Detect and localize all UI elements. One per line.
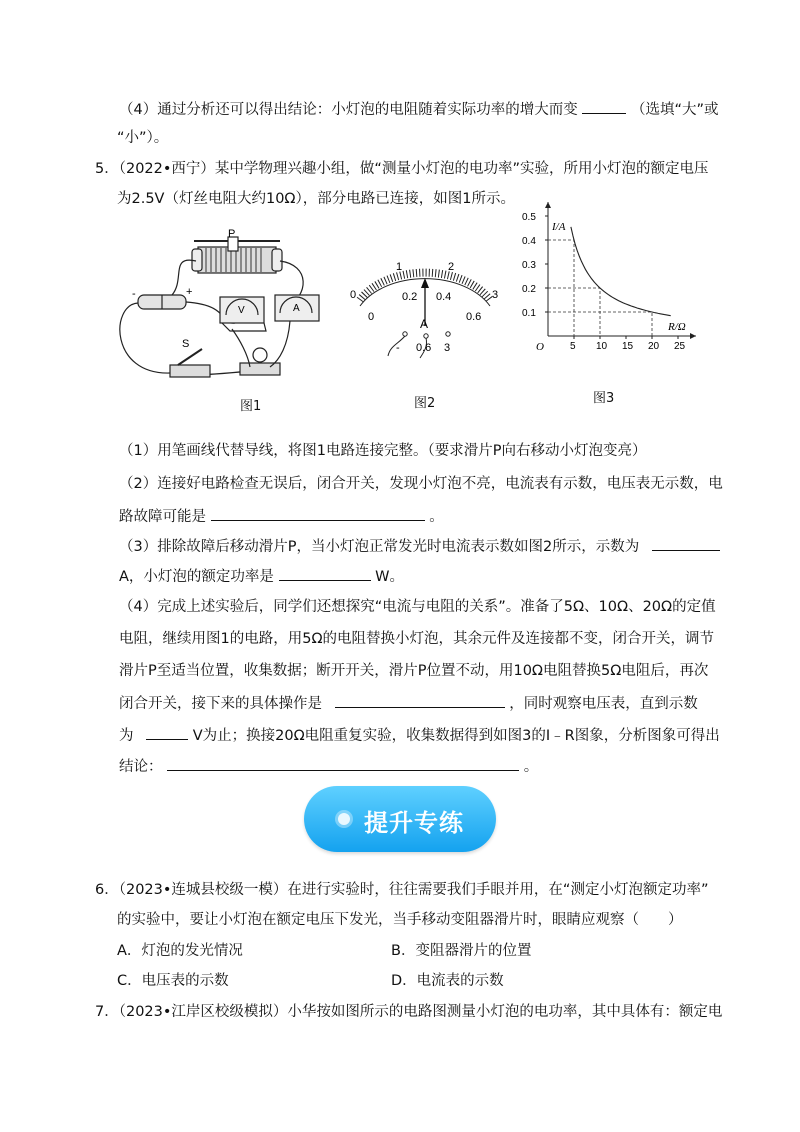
fig2-top-2: 2 [448, 261, 455, 273]
q5-line1: 5．（2022•西宁）某中学物理兴趣小组，做“测量小灯泡的电功率”实验，所用小灯泡的额定电压 [95, 161, 709, 177]
fig2-bottom-04: 0.4 [436, 291, 452, 303]
fig3-curve [571, 227, 671, 316]
fig1-minus-label: - [132, 288, 136, 300]
q5-p4-text-e: 结论： [119, 759, 163, 775]
q4-line1 [119, 99, 718, 120]
q5-p4-line1: （4）完成上述实验后，同学们还想探究“电流与电阻的关系”。准备了5Ω、10Ω、20Ω的定值 [119, 599, 716, 615]
q7-line1: 7．（2023•江岸区校级模拟）小华按如图所示的电路图测量小灯泡的电功率，其中具体有：额定电 [95, 1004, 723, 1020]
q5-p4-line5 [119, 725, 720, 746]
fig3-x-arrow [690, 333, 696, 339]
fig2-bottom-02: 0.2 [402, 291, 418, 303]
q5-p4-blank-voltage[interactable] [146, 725, 188, 740]
q5-p4-line6 [119, 756, 538, 777]
q5-p4-line4 [119, 693, 698, 714]
q5-p2-text-a: 路故障可能是 [119, 509, 206, 525]
q5-p4-blank-operation[interactable] [335, 693, 505, 708]
q5-p4-blank-conclusion[interactable] [167, 756, 519, 771]
fig2-terminal-minus: - [396, 342, 400, 354]
q5-p3-line2 [119, 566, 404, 587]
figure-3-ir-graph [520, 212, 695, 368]
fig3-origin: O [536, 341, 544, 353]
section-badge [304, 786, 496, 852]
q6-option-c[interactable]: C．电压表的示数 [117, 973, 229, 989]
q4-blank[interactable] [582, 99, 626, 114]
q6-line2: 的实验中，要让小灯泡在额定电压下发光，当手移动变阻器滑片时，眼睛应观察（ ） [117, 912, 683, 928]
fig2-top-1: 1 [396, 261, 403, 273]
q5-p4-text-c: 为 [119, 728, 134, 744]
fig2-terminal-3: 3 [444, 342, 451, 354]
fig3-ytick-label: 0.5 [522, 212, 536, 223]
fig3-y-arrow [545, 202, 551, 208]
fig3-ylabel: I/A [552, 221, 566, 233]
fig1-ammeter-label: A [293, 303, 300, 314]
q5-p2-blank[interactable] [211, 506, 425, 521]
fig2-bottom-06: 0.6 [466, 311, 482, 323]
q5-line2: 为2.5V（灯丝电阻大约10Ω），部分电路已连接，如图1所示。 [117, 191, 515, 207]
fig3-ytick-label: 0.4 [522, 236, 536, 247]
fig2-unit: A [420, 317, 429, 331]
fig3-xtick-label: 15 [622, 341, 634, 352]
figure-2-caption: 图2 [414, 396, 436, 411]
q5-p2-line1: （2）连接好电路检查无误后，闭合开关，发现小灯泡不亮，电流表有示数，电压表无示数，电 [119, 476, 723, 492]
badge-label: 提升专练 [364, 809, 464, 837]
q6-option-a[interactable]: A．灯泡的发光情况 [117, 943, 243, 959]
q6-option-b[interactable]: B．变阻器滑片的位置 [391, 943, 532, 959]
q5-p3-blank-power[interactable] [279, 566, 371, 581]
q5-p4-text-d: V为止；换接20Ω电阻重复实验，收集数据得到如图3的I﹣R图象，分析图象可得出 [192, 728, 720, 744]
fig3-xtick-label: 25 [674, 341, 686, 352]
fig3-ytick-label: 0.2 [522, 284, 536, 295]
q5-p1: （1）用笔画线代替导线，将图1电路连接完整。（要求滑片P向右移动小灯泡变亮） [119, 443, 647, 459]
q5-p4-text-b: ，同时观察电压表，直到示数 [509, 696, 698, 712]
q5-p3-text-c: W。 [375, 569, 404, 585]
q4-text-b: （选填“大”或 [630, 102, 719, 118]
fig3-xtick-label: 5 [570, 341, 576, 352]
q5-p3-line1 [119, 536, 720, 557]
fig1-s-label: S [182, 338, 190, 350]
fig3-xlabel: R/Ω [668, 321, 686, 333]
figure-1-circuit [110, 225, 315, 385]
q5-p4-text-a: 闭合开关，接下来的具体操作是 [119, 696, 322, 712]
fig3-ytick-label: 0.3 [522, 260, 536, 271]
fig2-bottom-0: 0 [368, 311, 375, 323]
fig3-xtick-label: 10 [596, 341, 608, 352]
q5-p3-text-b: A，小灯泡的额定功率是 [119, 569, 274, 585]
fig2-top-3: 3 [492, 289, 499, 301]
q5-p4-line2: 电阻，继续用图1的电路，用5Ω的电阻替换小灯泡，其余元件及连接都不变，闭合开关，调节 [119, 631, 715, 647]
badge-dot-icon [338, 813, 350, 825]
figure-3-caption: 图3 [593, 391, 615, 406]
fig1-plus-label: + [186, 286, 193, 298]
q5-p3-text-a: （3）排除故障后移动滑片P，当小灯泡正常发光时电流表示数如图2所示，示数为 [119, 539, 640, 555]
figure-2-ammeter [340, 248, 510, 368]
q6-line1: 6．（2023•连城县校级一模）在进行实验时，往往需要我们手眼并用，在“测定小灯泡额定功率” [95, 882, 709, 898]
fig2-terminal-06: 0.6 [416, 342, 432, 354]
fig1-voltmeter-label: V [238, 305, 245, 316]
q5-p4-line3: 滑片P至适当位置，收集数据；断开开关，滑片P位置不动，用10Ω电阻替换5Ω电阻后，再次 [119, 663, 709, 679]
fig3-xtick-label: 20 [648, 341, 660, 352]
q4-text-a: （4）通过分析还可以得出结论：小灯泡的电阻随着实际功率的增大而变 [119, 102, 578, 118]
q6-option-d[interactable]: D．电流表的示数 [391, 973, 504, 989]
q5-p2-text-b: 。 [429, 509, 444, 525]
q5-p4-text-f: 。 [523, 759, 539, 775]
q4-line2: “小”）。 [117, 130, 169, 146]
fig3-ytick-label: 0.1 [522, 308, 536, 319]
fig1-p-label: P [228, 228, 236, 240]
q5-p3-blank-current[interactable] [652, 536, 720, 551]
fig2-top-0: 0 [350, 289, 357, 301]
figure-1-caption: 图1 [240, 399, 262, 414]
q5-p2-line2 [119, 506, 444, 527]
